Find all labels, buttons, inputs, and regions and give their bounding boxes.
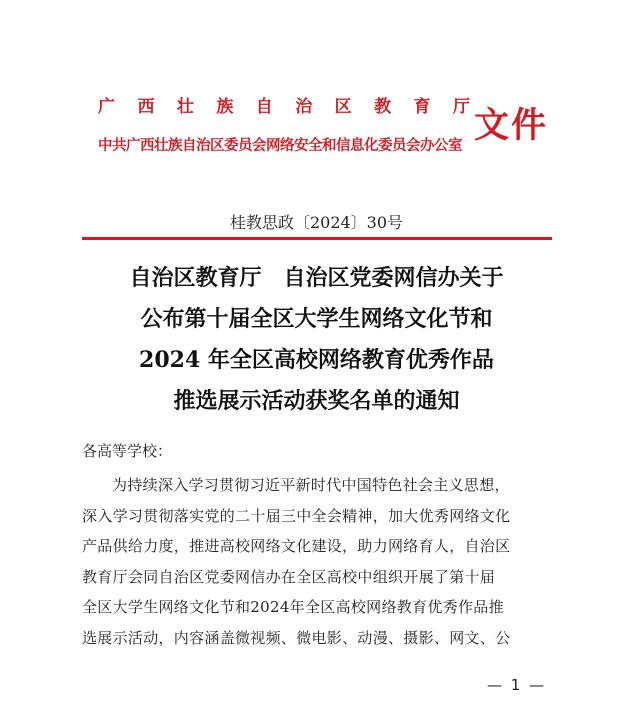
issuer-char: 西 [137, 97, 155, 117]
issuer-line-2: 中共广西壮族自治区委员会网络安全和信息化委员会办公室 [98, 137, 462, 154]
issuer-char: 治 [295, 97, 313, 117]
document-title [0, 258, 633, 422]
issuer-char: 区 [334, 97, 352, 117]
issuer-char: 厅 [452, 97, 470, 117]
title-line: 自治区教育厅 自治区党委网信办关于 [129, 265, 504, 291]
page-number: — 1 — [487, 676, 547, 694]
body-line: 全区大学生网络文化节和2024年全区高校网络教育优秀作品推 [82, 598, 504, 616]
salutation: 各高等学校： [82, 442, 173, 460]
issuer-char: 壮 [176, 97, 194, 117]
issuer-char: 育 [413, 97, 431, 117]
document-number: 桂教思政〔2024〕30号 [229, 213, 404, 232]
body-line: 教育厅会同自治区党委网信办在全区高校中组织开展了第十届 [82, 567, 496, 586]
body-line: 为持续深入学习贯彻习近平新时代中国特色社会主义思想， [112, 476, 510, 494]
issuer-char: 教 [374, 97, 392, 117]
document-mark: 文件 [474, 105, 549, 146]
title-line: 公布第十届全区大学生网络文化节和 [140, 306, 493, 332]
title-line: 推选展示活动获奖名单的通知 [173, 388, 460, 414]
issuer-char: 广 [98, 97, 115, 117]
title-line: 2024 年全区高校网络教育优秀作品 [139, 347, 494, 373]
issuer-line-1 [98, 92, 470, 117]
body-line: 选展示活动，内容涵盖微视频、微电影、动漫、摄影、网文、公 [82, 628, 511, 647]
body-line: 产品供给力度，推进高校网络文化建设，助力网络育人，自治区 [82, 537, 511, 555]
issuer-char: 自 [255, 97, 273, 117]
body-paragraph [82, 470, 552, 653]
red-divider [82, 237, 552, 240]
body-line: 深入学习贯彻落实党的二十届三中全会精神，加大优秀网络文化 [82, 506, 511, 525]
issuer-char: 族 [216, 97, 234, 117]
